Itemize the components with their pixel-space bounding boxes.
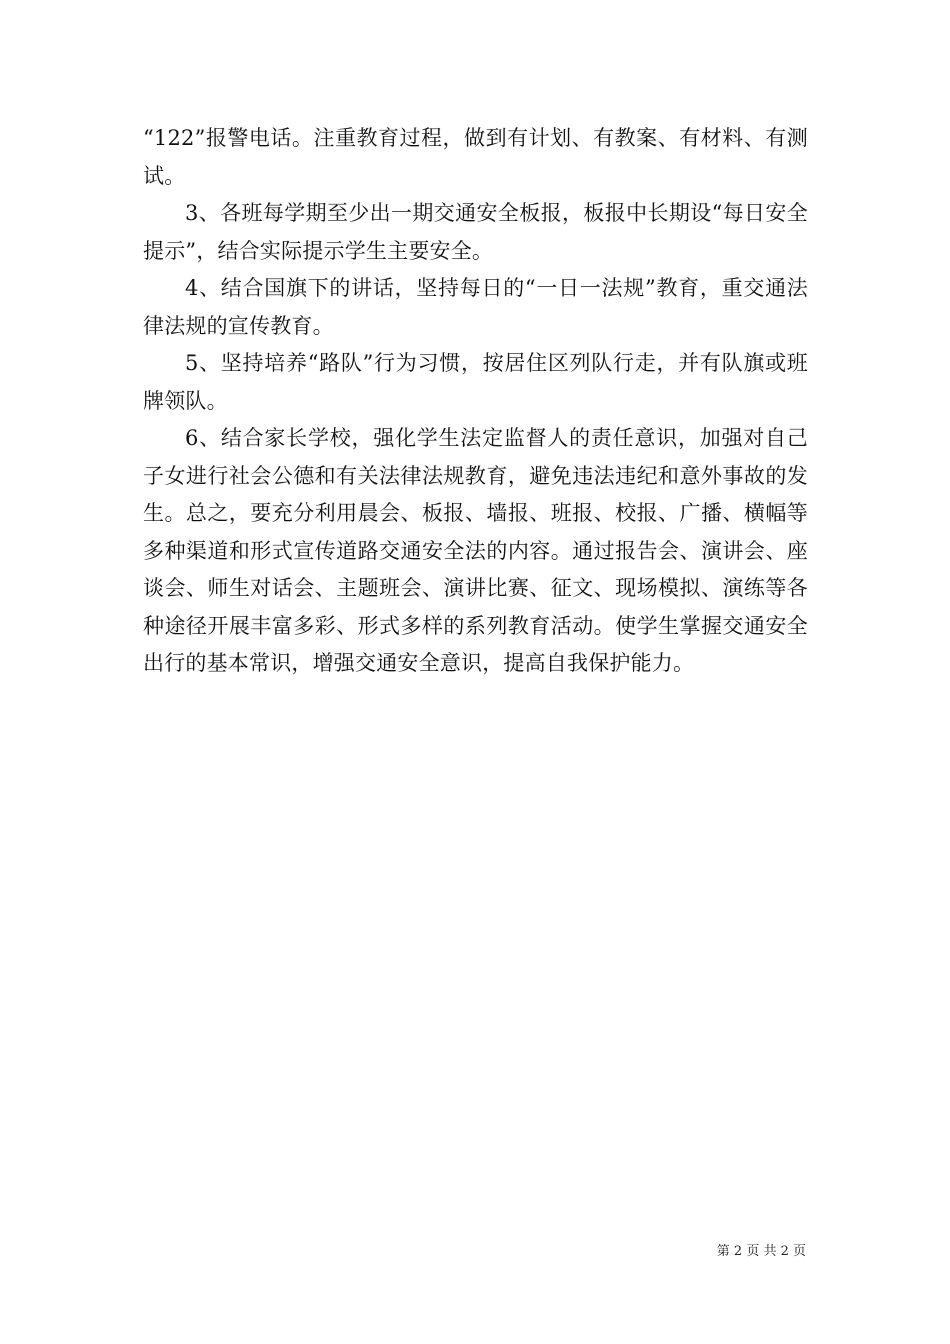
paragraph-4: 5、坚持培养“路队”行为习惯，按居住区列队行走，并有队旗或班牌领队。 — [143, 351, 808, 413]
paragraph-3: 4、结合国旗下的讲话，坚持每日的“一日一法规”教育，重交通法律法规的宣传教育。 — [143, 276, 808, 338]
paragraph-5: 6、结合家长学校，强化学生法定监督人的责任意识，加强对自己子女进行社会公德和有关法律法规教育，避免违法违纪和意外事故的发生。总之，要充分利用晨会、板报、墙报、班报、校报、广播、横幅等多种渠道和形式宣传道路交通安全法的内容。通过报告会、演讲会、座谈会、师生对话会、主题班会、演讲比赛、征文、现场模拟、演练等各种途径开展丰富多彩、形式多样的系列教育活动。使学生掌握交通安全出行的基本常识，增强交通安全意识，提高自我保护能力。 — [143, 426, 808, 675]
paragraph-1: “122”报警电话。注重教育过程，做到有计划、有教案、有材料、有测试。 — [143, 126, 808, 188]
page-number-footer: 第 2 页 共 2 页 — [716, 1244, 806, 1259]
paragraph-2: 3、各班每学期至少出一期交通安全板报，板报中长期设“每日安全提示”，结合实际提示学生主要安全。 — [143, 201, 808, 263]
document-body — [143, 120, 808, 683]
